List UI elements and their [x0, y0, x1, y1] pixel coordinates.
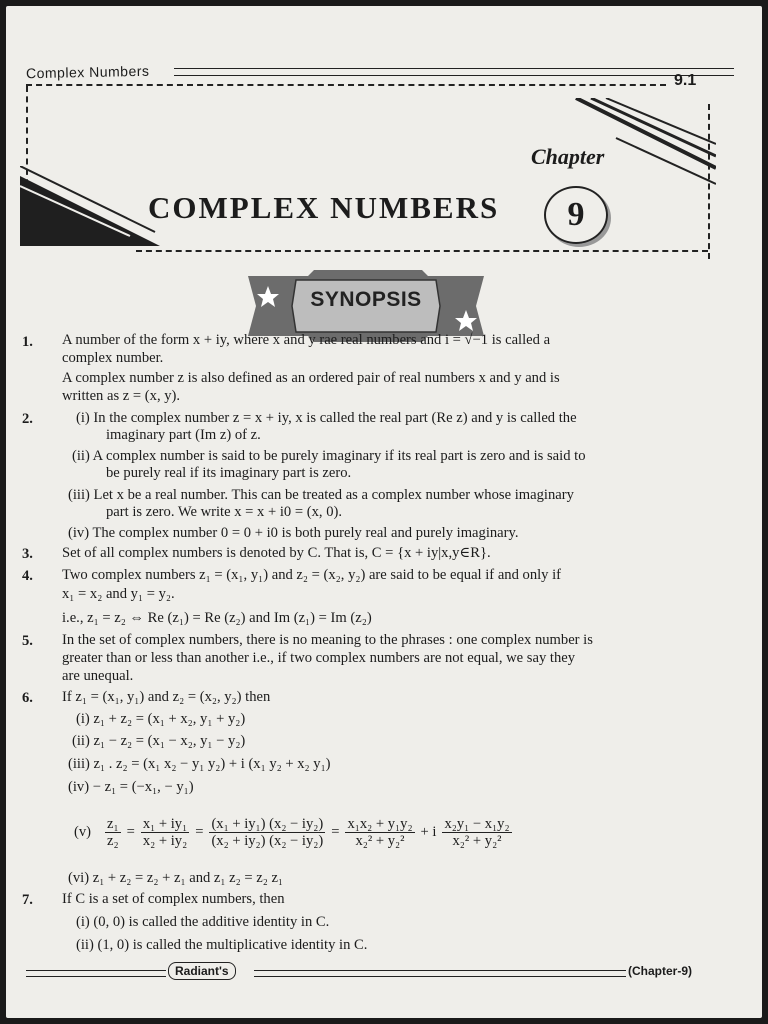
chapter-number-badge: 9 [544, 186, 608, 244]
text-line: (i) z₁ + z₂ = (x₁ + x₂, y₁ + y₂) [76, 711, 246, 727]
text-line: i.e., z₁ = z₂ ⇔ Re (z₁) = Re (z₂) and Im (z₁) = Im (z₂) [62, 610, 372, 626]
text-line: A number of the form x + iy, where x and y rae real numbers and i = √−1 is called a [62, 332, 551, 348]
text-line: (i) (0, 0) is called the additive identity in C. [76, 914, 330, 930]
numerator: x₁ + iy₁ [142, 816, 188, 832]
running-title: Complex Numbers [25, 62, 150, 82]
text-line: x₁ = x₂ and y₁ = y₂. [62, 586, 175, 602]
text-line: are unequal. [62, 668, 134, 684]
text-line: If z₁ = (x₁, y₁) and z₂ = (x₂, y₂) then [62, 689, 271, 705]
chapter-frame-bottom [136, 250, 708, 252]
denominator: x₂² + y₂² [355, 833, 405, 849]
text-line: (i) In the complex number z = x + iy, x is called the real part (Re z) and y is called the [76, 410, 577, 426]
synopsis-heading: SYNOPSIS [310, 288, 422, 311]
footer-rule-right [254, 970, 626, 977]
decorative-stripes-right [566, 98, 716, 188]
denominator: x₂ + iy₂ [142, 833, 188, 849]
fraction [105, 816, 121, 849]
item-number: 4. [22, 568, 33, 584]
chapter-title: COMPLEX NUMBERS [148, 190, 500, 225]
text-line: complex number. [62, 350, 164, 366]
text-line: written as z = (x, y). [62, 388, 181, 404]
header-rule [174, 68, 734, 76]
text-line: (iv) − z₁ = (−x₁, − y₁) [68, 779, 194, 795]
fraction [442, 816, 511, 849]
fraction [141, 816, 189, 849]
footer-chapter-label: (Chapter-9) [628, 964, 693, 978]
formula-division: (v) $\frac{\text{z₁}}{\text{z₂}}$ = $\frac{\text{x₁ + iy₁}}{\text{x₂ + iy₂}}$ = $\frac{\text{(x₁ + iy₁) (x₂ − iy₂)}}{\text{(x₂ + iy₂) (x₂ − iy₂)}}$ = $\frac{\text{x₁x₂ + y₁y₂}}{\text{x₂² + y₂²}}$ + i $\frac{\text{x₂y₁ − x₁y₂}}{\text{x₂² + y₂²}}$ [74, 816, 510, 849]
text-line: greater than or less than another i.e., if two complex numbers are not equal, we say they [62, 650, 576, 666]
page [6, 6, 762, 1018]
text-line: (iii) z₁ . z₂ = (x₁ x₂ − y₁ y₂) + i (x₁ y₂ + x₂ y₁) [68, 756, 331, 772]
numerator: (x₁ + iy₁) (x₂ − iy₂) [211, 816, 324, 832]
item-number: 2. [22, 411, 33, 427]
text-line: If C is a set of complex numbers, then [62, 891, 285, 907]
text-line: A complex number z is also defined as an ordered pair of real numbers x and y and is [62, 370, 560, 386]
denominator: x₂² + y₂² [452, 833, 502, 849]
chapter-label: Chapter [531, 144, 605, 169]
numerator: x₁x₂ + y₁y₂ [347, 816, 413, 832]
footer-rule-left [26, 970, 166, 977]
numerator: x₂y₁ − x₁y₂ [444, 816, 510, 832]
page-number: 9.1 [674, 72, 697, 89]
text-line: (ii) A complex number is said to be purely imaginary if its real part is zero and is said to [72, 448, 586, 464]
fraction [209, 816, 325, 849]
denominator: (x₂ + iy₂) (x₂ − iy₂) [211, 833, 324, 849]
item-number: 6. [22, 690, 33, 706]
text-line: (ii) z₁ − z₂ = (x₁ − x₂, y₁ − y₂) [72, 733, 246, 749]
text-line: Two complex numbers z₁ = (x₁, y₁) and z₂ = (x₂, y₂) are said to be equal if and only if [62, 567, 562, 583]
text-line: (iv) The complex number 0 = 0 + i0 is both purely real and purely imaginary. [68, 525, 519, 541]
numerator: z₁ [107, 816, 119, 832]
formula-label: (v) [74, 824, 92, 840]
item-number: 7. [22, 892, 33, 908]
text-line: part is zero. We write x = x + i0 = (x, 0). [106, 504, 343, 520]
fraction [345, 816, 414, 849]
text-line: (iii) Let x be a real number. This can be treated as a complex number whose imaginary [68, 487, 574, 503]
decorative-stripes-left [20, 166, 160, 256]
denominator: z₂ [107, 833, 119, 849]
item-number: 1. [22, 334, 33, 350]
item-number: 5. [22, 633, 33, 649]
text-line: Set of all complex numbers is denoted by C. That is, C = {x + iy|x,y∈R}. [62, 545, 491, 561]
text-line: In the set of complex numbers, there is no meaning to the phrases : one complex number is [62, 632, 593, 648]
text-line: imaginary part (Im z) of z. [106, 427, 261, 443]
text-line: (ii) (1, 0) is called the multiplicative identity in C. [76, 937, 368, 953]
text-line: be purely real if its imaginary part is zero. [106, 465, 352, 481]
text-line: (vi) z₁ + z₂ = z₂ + z₁ and z₁ z₂ = z₂ z₁ [68, 870, 284, 886]
publisher-brand: Radiant's [168, 962, 236, 980]
chapter-frame-top [26, 84, 666, 86]
item-number: 3. [22, 546, 33, 562]
